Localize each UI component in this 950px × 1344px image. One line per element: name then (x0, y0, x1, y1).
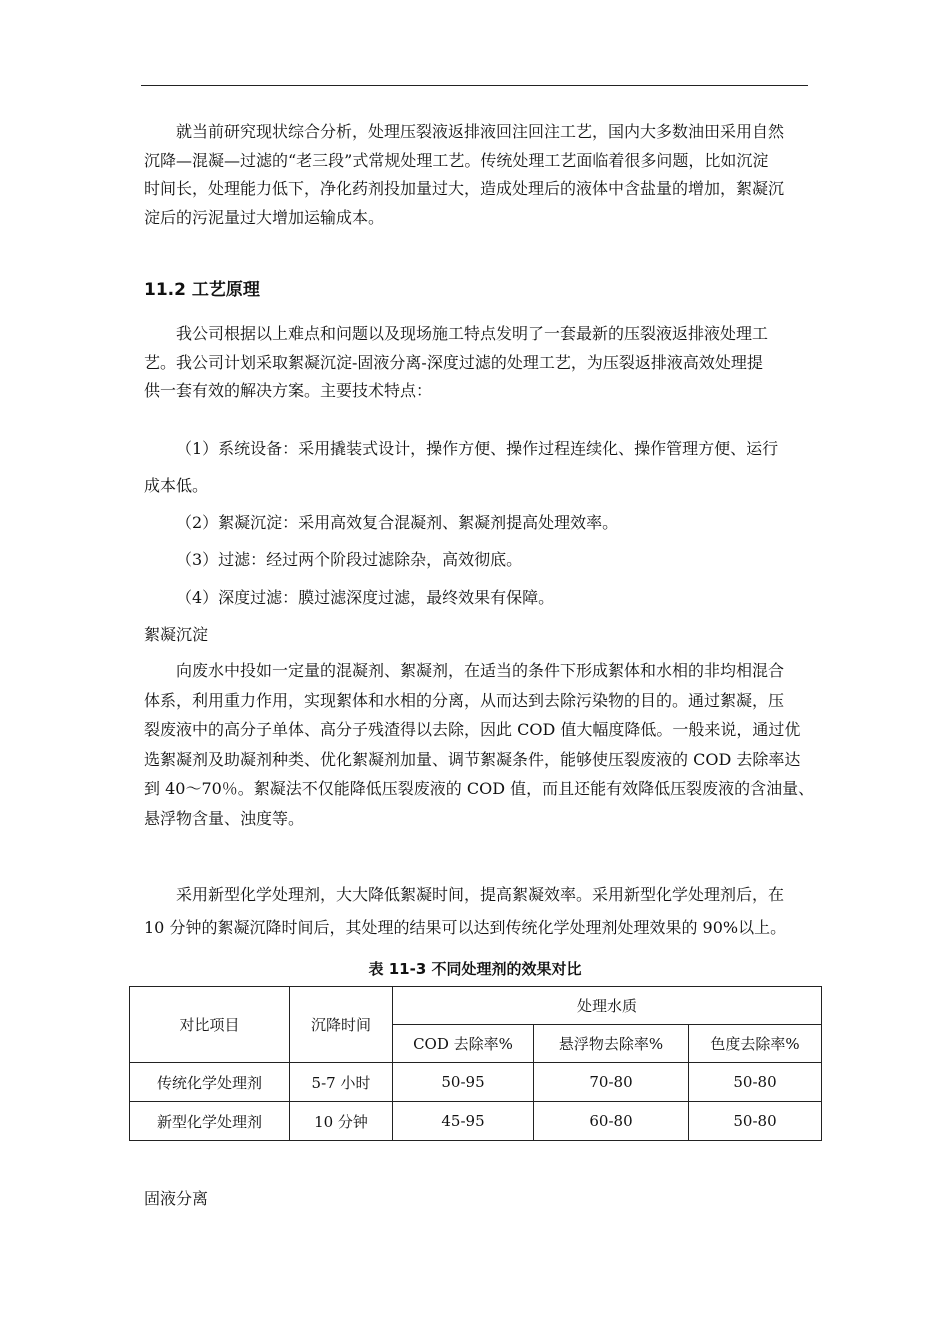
row-ss: 60-80 (534, 1102, 689, 1141)
text-line: 艺。我公司计划采取絮凝沉淀-固液分离-深度过滤的处理工艺，为压裂返排液高效处理提 (144, 352, 763, 372)
section-heading: 11.2 工艺原理 (144, 280, 260, 300)
flocculation-paragraph (144, 656, 815, 833)
solid-liquid-label: 固液分离 (144, 1189, 209, 1208)
feature-4: （4）深度过滤：膜过滤深度过滤，最终效果有保障。 (176, 588, 555, 607)
text-line: 向废水中投如一定量的混凝剂、絮凝剂，在适当的条件下形成絮体和水相的非均相混合 (176, 661, 785, 680)
text-line: 采用新型化学处理剂，大大降低絮凝时间，提高絮凝效率。采用新型化学处理剂后，在 (176, 885, 785, 904)
header-ss: 悬浮物去除率% (534, 1025, 689, 1063)
principle-paragraph (144, 320, 808, 406)
text-line: 悬浮物含量、浊度等。 (144, 808, 305, 828)
feature-1-line-1: （1）系统设备：采用撬装式设计，操作方便、操作过程连续化、操作管理方便、运行 (176, 439, 779, 458)
feature-1-line-2: 成本低。 (144, 476, 209, 495)
table-row (130, 1063, 822, 1102)
text-line: 时间长，处理能力低下，净化药剂投加量过大，造成处理后的液体中含盐量的增加，絮凝沉 (144, 179, 785, 198)
text-line: 供一套有效的解决方案。主要技术特点： (144, 381, 433, 400)
header-item: 对比项目 (130, 987, 290, 1063)
comparison-table (129, 986, 822, 1141)
row-name: 新型化学处理剂 (130, 1102, 290, 1141)
row-color: 50-80 (689, 1102, 822, 1141)
text-line: 到 40～70％。絮凝法不仅能降低压裂废液的 COD 值，而且还能有效降低压裂废液的含油量、 (144, 779, 815, 798)
row-ss: 70-80 (534, 1063, 689, 1102)
text-line: 选絮凝剂及助凝剂种类、优化絮凝剂加量、调节絮凝条件，能够使压裂废液的 COD 去除率达 (144, 749, 801, 769)
row-cod: 45-95 (393, 1102, 534, 1141)
row-name: 传统化学处理剂 (130, 1063, 290, 1102)
header-color: 色度去除率% (689, 1025, 822, 1063)
table-caption: 表 11-3 不同处理剂的效果对比 (368, 960, 582, 978)
text-line: 淀后的污泥量过大增加运输成本。 (144, 207, 385, 227)
row-time: 10 分钟 (290, 1102, 393, 1141)
feature-3: （3）过滤：经过两个阶段过滤除杂，高效彻底。 (176, 550, 523, 569)
header-time: 沉降时间 (290, 987, 393, 1063)
header-rule (141, 85, 808, 86)
new-agent-paragraph (144, 878, 808, 944)
table-row (130, 1102, 822, 1141)
header-quality: 处理水质 (393, 987, 822, 1025)
text-line: 就当前研究现状综合分析，处理压裂液返排液回注回注工艺，国内大多数油田采用自然 (176, 122, 785, 141)
header-cod: COD 去除率% (393, 1025, 534, 1063)
feature-2: （2）絮凝沉淀：采用高效复合混凝剂、絮凝剂提高处理效率。 (176, 513, 619, 532)
row-cod: 50-95 (393, 1063, 534, 1102)
text-line: 体系，利用重力作用，实现絮体和水相的分离，从而达到去除污染物的目的。通过絮凝，压 (144, 690, 785, 710)
flocculation-label: 絮凝沉淀 (144, 625, 209, 644)
intro-paragraph (144, 118, 808, 232)
text-line: 10 分钟的絮凝沉降时间后，其处理的结果可以达到传统化学处理剂处理效果的 90%以上。 (144, 918, 787, 937)
text-line: 裂废液中的高分子单体、高分子残渣得以去除，因此 COD 值大幅度降低。一般来说，通过优 (144, 720, 801, 739)
text-line: 我公司根据以上难点和问题以及现场施工特点发明了一套最新的压裂液返排液处理工 (176, 324, 769, 343)
row-time: 5-7 小时 (290, 1063, 393, 1102)
text-line: 沉降—混凝—过滤的“老三段”式常规处理工艺。传统处理工艺面临着很多问题，比如沉淀 (144, 150, 769, 170)
row-color: 50-80 (689, 1063, 822, 1102)
